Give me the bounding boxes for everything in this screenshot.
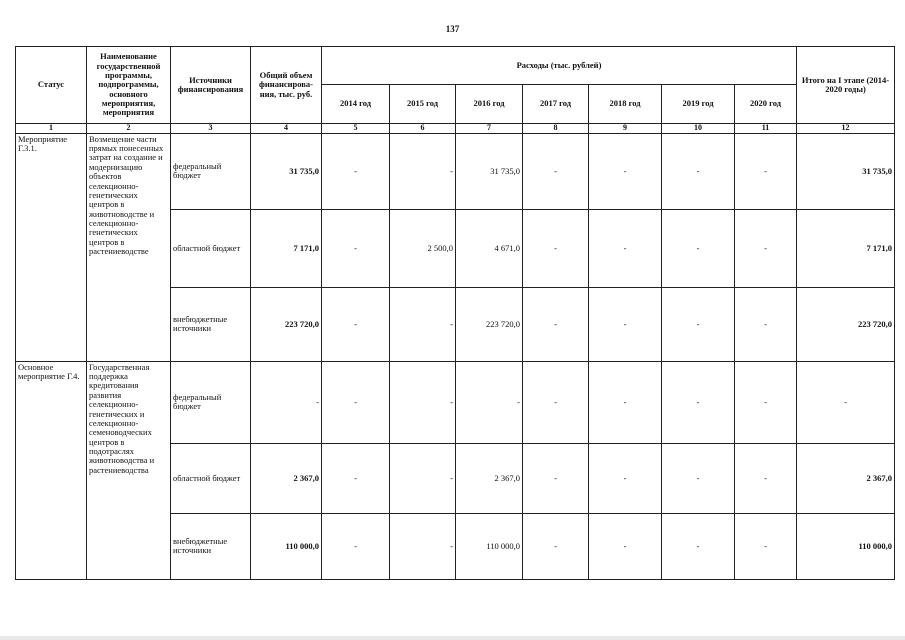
group-1 [16, 133, 895, 361]
column-number: 1 [16, 124, 87, 134]
year-2019-cell: - [662, 133, 735, 209]
year-2014-cell: - [322, 443, 390, 513]
column-number-row [16, 124, 895, 134]
source-cell: федеральный бюджет [171, 361, 251, 443]
year-2020-cell: - [735, 443, 797, 513]
status-cell: Основное мероприятие Г.4. [16, 361, 87, 579]
header-itog: Итого на I этапе (2014-2020 годы) [797, 47, 895, 124]
column-number: 8 [523, 124, 589, 134]
year-2020-cell: - [735, 287, 797, 361]
header-year: 2015 год [390, 85, 456, 124]
status-cell: Мероприятие Г.3.1. [16, 133, 87, 361]
page-bottom-edge [0, 636, 905, 640]
year-2020-cell: - [735, 133, 797, 209]
source-cell: внебюджетные источники [171, 287, 251, 361]
year-2017-cell: - [523, 133, 589, 209]
year-2020-cell: - [735, 209, 797, 287]
year-2014-cell: - [322, 361, 390, 443]
column-number: 4 [251, 124, 322, 134]
itog-cell: 31 735,0 [797, 133, 895, 209]
header-year: 2017 год [523, 85, 589, 124]
year-2016-cell: 4 671,0 [456, 209, 523, 287]
column-number: 9 [589, 124, 662, 134]
year-2019-cell: - [662, 209, 735, 287]
itog-cell: 7 171,0 [797, 209, 895, 287]
year-2015-cell: - [390, 361, 456, 443]
column-number: 2 [87, 124, 171, 134]
page-number: 137 [445, 24, 460, 34]
total-cell: 110 000,0 [251, 513, 322, 579]
year-2019-cell: - [662, 443, 735, 513]
year-2014-cell: - [322, 133, 390, 209]
source-cell: внебюджетные источники [171, 513, 251, 579]
column-number: 6 [390, 124, 456, 134]
year-2016-cell: 223 720,0 [456, 287, 523, 361]
year-2015-cell: - [390, 287, 456, 361]
year-2016-cell: 2 367,0 [456, 443, 523, 513]
header-year: 2014 год [322, 85, 390, 124]
year-2015-cell: 2 500,0 [390, 209, 456, 287]
year-2014-cell: - [322, 209, 390, 287]
year-2019-cell: - [662, 287, 735, 361]
total-cell: 31 735,0 [251, 133, 322, 209]
year-2015-cell: - [390, 443, 456, 513]
itog-cell: 2 367,0 [797, 443, 895, 513]
header-total: Общий объем финансирова-ния, тыс. руб. [251, 47, 322, 124]
year-2019-cell: - [662, 513, 735, 579]
table-header [16, 47, 895, 134]
name-cell: Возмещение части прямых понесенных затрат на создание и модернизацию объектов селекционно-генетических центров в животноводстве и селекционно-генетических центров в растениеводстве [87, 133, 171, 361]
year-2015-cell: - [390, 513, 456, 579]
total-cell: 2 367,0 [251, 443, 322, 513]
column-number: 10 [662, 124, 735, 134]
year-2014-cell: - [322, 287, 390, 361]
year-2019-cell: - [662, 361, 735, 443]
header-expenses: Расходы (тыс. рублей) [322, 47, 797, 85]
year-2017-cell: - [523, 287, 589, 361]
header-sources: Источники финансирования [171, 47, 251, 124]
itog-cell: 110 000,0 [797, 513, 895, 579]
year-2017-cell: - [523, 209, 589, 287]
header-year: 2019 год [662, 85, 735, 124]
year-2017-cell: - [523, 361, 589, 443]
total-cell: 7 171,0 [251, 209, 322, 287]
header-year: 2016 год [456, 85, 523, 124]
year-2018-cell: - [589, 443, 662, 513]
name-cell: Государственная поддержка кредитования развития селекционно-генетических и селекционно-семеноводческих центров в подотраслях животноводства и растениеводства [87, 361, 171, 579]
source-cell: федеральный бюджет [171, 133, 251, 209]
year-2018-cell: - [589, 287, 662, 361]
year-2017-cell: - [523, 443, 589, 513]
column-number: 11 [735, 124, 797, 134]
table-row [16, 361, 895, 443]
total-cell: - [251, 361, 322, 443]
itog-cell: 223 720,0 [797, 287, 895, 361]
year-2018-cell: - [589, 361, 662, 443]
year-2016-cell: 110 000,0 [456, 513, 523, 579]
header-year: 2018 год [589, 85, 662, 124]
group-2 [16, 361, 895, 579]
column-number: 12 [797, 124, 895, 134]
year-2018-cell: - [589, 513, 662, 579]
header-year: 2020 год [735, 85, 797, 124]
column-number: 3 [171, 124, 251, 134]
total-cell: 223 720,0 [251, 287, 322, 361]
header-status: Статус [16, 47, 87, 124]
year-2017-cell: - [523, 513, 589, 579]
header-name: Наименование государственной программы, подпрограммы, основного мероприятия, мероприятия [87, 47, 171, 124]
year-2020-cell: - [735, 361, 797, 443]
source-cell: областной бюджет [171, 443, 251, 513]
column-number: 5 [322, 124, 390, 134]
year-2016-cell: 31 735,0 [456, 133, 523, 209]
itog-cell: - [797, 361, 895, 443]
source-cell: областной бюджет [171, 209, 251, 287]
column-number: 7 [456, 124, 523, 134]
year-2018-cell: - [589, 133, 662, 209]
year-2015-cell: - [390, 133, 456, 209]
year-2014-cell: - [322, 513, 390, 579]
year-2020-cell: - [735, 513, 797, 579]
table-row [16, 133, 895, 209]
financing-table [15, 46, 895, 580]
year-2018-cell: - [589, 209, 662, 287]
year-2016-cell: - [456, 361, 523, 443]
